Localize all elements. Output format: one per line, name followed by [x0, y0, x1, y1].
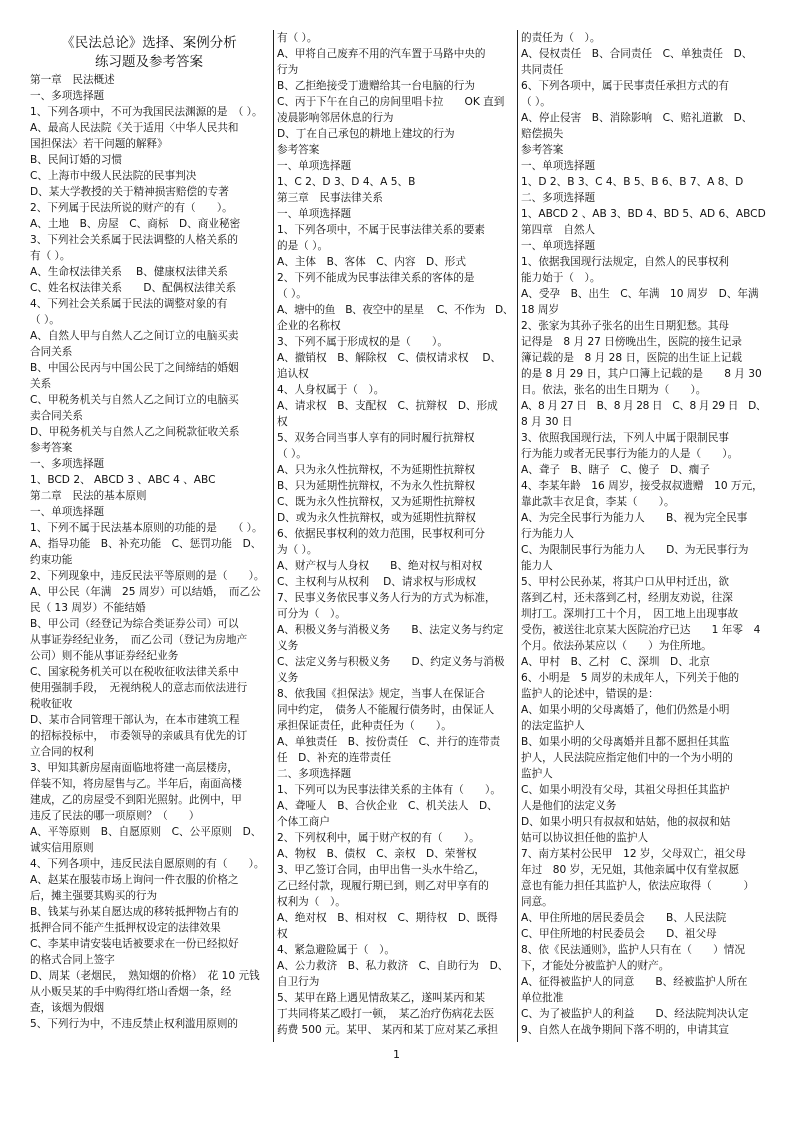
- text-line: C、为了被监护人的利益 D、经法院判决认定: [521, 1008, 749, 1020]
- text-line: D、或为永久性抗辩权，或为延期性抗辩权: [277, 512, 476, 524]
- text-line: 年过 80 岁，无兄姐，其他亲属中仅有堂叔愿: [521, 864, 740, 876]
- text-line: 的格式合同上签字: [30, 954, 115, 966]
- text-line: A、征得被监护人的同意 B、经被监护人所在: [521, 976, 748, 988]
- text-line: 3、甲乙签订合同，由甲出售一头水牛给乙，: [277, 864, 486, 876]
- text-line: 4、人身权属于（ ）。: [277, 384, 385, 396]
- text-line: A、聋子 B、瞎子 C、傻子 D、瘸子: [521, 464, 710, 476]
- text-line: 监护人的论述中，错误的是：: [521, 688, 659, 700]
- text-line: 立合同的权利: [30, 746, 94, 758]
- text-line: 公司）则不能从事证券经纪业务: [30, 650, 179, 662]
- text-line: 8、依《民法通则》，监护人只有在（ ）情况: [521, 944, 745, 956]
- text-line: D、丁在自己承包的耕地上建坟的行为: [277, 128, 455, 140]
- text-line: A、聋哑人 B、合伙企业 C、机关法人 D、: [277, 800, 498, 812]
- text-line: 簿记载的是 8 月 28 日，医院的出生证上记载: [521, 352, 743, 364]
- text-line: 8 月 30 日: [521, 416, 573, 428]
- text-line: A、土地 B、房屋 C、商标 D、商业秘密: [30, 218, 241, 230]
- text-line: 义务: [277, 672, 299, 684]
- text-line: 税收征收: [30, 698, 73, 710]
- text-line: A、撤销权 B、解除权 C、债权请求权 D、: [277, 352, 502, 364]
- text-line: 任 D、补充的连带责任: [277, 752, 392, 764]
- text-line: 第四章 自然人: [521, 224, 596, 236]
- text-line: 记得是 8 月 27 日傍晚出生，医院的接生记录: [521, 336, 743, 348]
- text-line: C、国家税务机关可以在税收征收法律关系中: [30, 666, 239, 678]
- text-line: A、为完全民事行为能力人 B、视为完全民事: [521, 512, 748, 524]
- text-line: 为（ ）。: [277, 544, 318, 556]
- text-line: 1、下列可以为民事法律关系的主体有（ ）。: [277, 784, 501, 796]
- text-line: 承担保证责任，此种责任为（ ）。: [277, 720, 452, 732]
- text-line: B、钱某与孙某自愿达成的移转抵押物占有的: [30, 906, 239, 918]
- text-line: 1、下列各项中，不属于民事法律关系的要素: [277, 224, 486, 236]
- text-line: 使用强制手段， 无视纳税人的意志而依法进行: [30, 682, 248, 694]
- text-line: 建成，乙的房屋受不到阳光照射。此例中，甲: [30, 794, 242, 806]
- text-line: 抵押合同不能产生抵押权设定的法律效果: [30, 922, 221, 934]
- text-line: D、某大学教授的关于精神损害赔偿的专著: [30, 186, 229, 198]
- text-line: 追认权: [277, 368, 309, 380]
- text-line: C、李某申请安装电话被要求在一份已经拟好: [30, 938, 239, 950]
- text-line: B、乙拒绝接受丁遗赠给其一台电脑的行为: [277, 80, 475, 92]
- text-line: 二、多项选择题: [277, 768, 352, 780]
- text-line: A、单独责任 B、按份责任 C、并行的连带责: [277, 736, 501, 748]
- text-line: 一、多项选择题: [30, 90, 105, 102]
- column-2: [277, 30, 513, 1038]
- text-line: A、甲将自己废弃不用的汽车置于马路中央的: [277, 48, 486, 60]
- column-3: [521, 30, 766, 1038]
- text-line: 关系: [30, 378, 52, 390]
- text-line: 18 周岁: [521, 304, 560, 316]
- text-line: 护人，人民法院应指定他们中的一个为小明的: [521, 752, 733, 764]
- text-line: 违反了民法的哪一项原则？（ ）: [30, 810, 200, 822]
- text-line: 二、多项选择题: [521, 192, 596, 204]
- text-line: 4、李某年龄 16 周岁，接受叔叔遗赠 10 万元，: [521, 480, 763, 492]
- text-line: A、只为永久性抗辩权，不为延期性抗辩权: [277, 464, 475, 476]
- text-line: C、上海市中级人民法院的民事判决: [30, 170, 197, 182]
- text-line: A、最高人民法院《关于适用〈中华人民共和: [30, 122, 239, 134]
- text-line: D、如果小明只有叔叔和姑姑，他的叔叔和姑: [521, 816, 731, 828]
- text-line: A、生命权法律关系 B、健康权法律关系: [30, 266, 228, 278]
- text-line: 5、甲村公民孙某，将其户口从甲村迁出，欲: [521, 576, 730, 588]
- text-line: B、只为延期性抗辩权，不为永久性抗辩权: [277, 480, 475, 492]
- text-line: 同意。: [521, 896, 553, 908]
- text-line: 7、南方某村公民甲 12 岁，父母双亡，祖父母: [521, 848, 746, 860]
- text-line: 权利为（ ）。: [277, 896, 346, 908]
- text-line: 行为能力人: [521, 528, 574, 540]
- text-line: A、受孕 B、出生 C、年满 10 周岁 D、年满: [521, 288, 759, 300]
- text-line: C、甲税务机关与自然人乙之间订立的电脑买: [30, 394, 239, 406]
- text-line: 合同关系: [30, 346, 73, 358]
- text-line: 1、C 2、D 3、D 4、A 5、B: [277, 176, 416, 188]
- text-line: C、既为永久性抗辩权，又为延期性抗辩权: [277, 496, 476, 508]
- text-line: 行为能力或者无民事行为能力的人是（ ）。: [521, 448, 739, 460]
- text-line: 第一章 民法概述: [30, 74, 115, 86]
- text-line: 的法定监护人: [521, 720, 585, 732]
- text-line: C、主权利与从权利 D、请求权与形成权: [277, 576, 477, 588]
- text-line: C、丙于下午在自己的房间里唱卡拉 OK 直到: [277, 96, 505, 108]
- text-line: 佯装不知，将房屋售与乙。半年后，南面高楼: [30, 778, 242, 790]
- text-line: 约束功能: [30, 554, 73, 566]
- text-line: 义务: [277, 640, 299, 652]
- text-line: D、周某（老烟民， 熟知烟的价格） 花 10 元钱: [30, 970, 260, 982]
- text-line: 查，该烟为假烟: [30, 1002, 105, 1014]
- text-line: 凌晨影响邻居休息的行为: [277, 112, 394, 124]
- text-line: 丁共同将某乙殴打一顿， 某乙治疗伤病花去医: [277, 1008, 495, 1020]
- text-line: B、甲公司（经登记为综合类证券公司）可以: [30, 618, 239, 630]
- column-1: [30, 34, 268, 1032]
- text-line: 共同责任: [521, 64, 564, 76]
- text-line: 参考答案: [521, 144, 564, 156]
- text-line: A、物权 B、债权 C、亲权 D、荣誉权: [277, 848, 477, 860]
- text-line: 国担保法〉若干问题的解释》: [30, 138, 168, 150]
- column-divider: [517, 30, 518, 1042]
- text-line: 受伤，被送往北京某大医院治疗已达 1 年零 4: [521, 624, 761, 636]
- text-line: 的招标投标中， 市委领导的亲戚具有优先的订: [30, 730, 248, 742]
- text-line: 2、下列属于民法所说的财产的有（ ）。: [30, 202, 233, 214]
- text-line: 6、小明是 5 周岁的未成年人，下列关于他的: [521, 672, 740, 684]
- text-line: 意也有能力担任其监护人，依法应取得（ ）: [521, 880, 755, 892]
- text-line: 6、依据民事权利的效力范围，民事权利可分: [277, 528, 486, 540]
- text-line: 一、多项选择题: [30, 458, 105, 470]
- text-line: A、财产权与人身权 B、绝对权与相对权: [277, 560, 483, 572]
- text-line: 药费 500 元。某甲、 某丙和某丁应对某乙承担: [277, 1024, 499, 1036]
- text-line: 1、下列各项中，不可为我国民法渊源的是 （ ）。: [30, 106, 263, 118]
- page-number: 1: [393, 1048, 400, 1061]
- text-line: 1、ABCD 2 、AB 3、BD 4、BD 5、AD 6、ABCD: [521, 208, 766, 220]
- text-line: 3、下列社会关系属于民法调整的人格关系的: [30, 234, 239, 246]
- text-line: （ ）。: [521, 96, 551, 108]
- text-line: 诚实信用原则: [30, 842, 94, 854]
- text-line: A、绝对权 B、相对权 C、期待权 D、既得: [277, 912, 498, 924]
- text-line: 8、依我国《担保法》规定，当事人在保证合: [277, 688, 486, 700]
- text-line: A、公力救济 B、私力救济 C、自助行为 D、: [277, 960, 509, 972]
- text-line: 第二章 民法的基本原则: [30, 490, 147, 502]
- text-line: C、如果小明没有父母，其祖父母担任其监护: [521, 784, 730, 796]
- text-line: 权: [277, 416, 288, 428]
- text-line: 个体工商户: [277, 816, 330, 828]
- text-line: （ ）。: [277, 288, 307, 300]
- text-line: 1、D 2、B 3、C 4、B 5、B 6、B 7、A 8、D: [521, 176, 744, 188]
- text-line: （ ）。: [277, 448, 307, 460]
- text-line: 2、下列权利中，属于财产权的有（ ）。: [277, 832, 480, 844]
- text-line: 一、单项选择题: [521, 240, 596, 252]
- text-line: 2、下列不能成为民事法律关系的客体的是: [277, 272, 475, 284]
- text-line: 的是 8 月 29 日，其户口簿上记载的是 8 月 30: [521, 368, 762, 380]
- text-line: A、主体 B、客体 C、内容 D、形式: [277, 256, 466, 268]
- text-line: 从小贩吴某的手中购得红塔山香烟一条，经: [30, 986, 232, 998]
- text-line: 4、紧急避险属于（ ）。: [277, 944, 395, 956]
- text-line: 4、下列社会关系属于民法的调整对象的有: [30, 298, 228, 310]
- text-line: 5、双务合同当事人享有的同时履行抗辩权: [277, 432, 475, 444]
- text-line: C、为限制民事行为能力人 D、为无民事行为: [521, 544, 749, 556]
- text-line: 可分为（ ）。: [277, 608, 346, 620]
- text-line: A、赵某在服装市场上询问一件衣服的价格之: [30, 874, 239, 886]
- text-line: A、停止侵害 B、消除影响 C、赔礼道歉 D、: [521, 112, 753, 124]
- text-line: 6、下列各项中，属于民事责任承担方式的有: [521, 80, 730, 92]
- text-line: B、民间订婚的习惯: [30, 154, 123, 166]
- text-line: 民（ 13 周岁）不能结婚: [30, 602, 146, 614]
- text-line: 落到乙村，还未落到乙村，经朋友劝说，往深: [521, 592, 733, 604]
- text-line: A、塘中的鱼 B、夜空中的星星 C、不作为 D、: [277, 304, 514, 316]
- text-line: 参考答案: [277, 144, 320, 156]
- text-line: 能力人: [521, 560, 553, 572]
- text-line: 能力始于（ ）。: [521, 272, 601, 284]
- text-line: 第三章 民事法律关系: [277, 192, 383, 204]
- text-line: 的是（ ）。: [277, 240, 329, 252]
- text-line: 权: [277, 928, 288, 940]
- text-line: 2、下列现象中，违反民法平等原则的是（ ）。: [30, 570, 265, 582]
- text-line: 4、下列各项中，违反民法自愿原则的有（ ）。: [30, 858, 265, 870]
- text-line: 的责任为（ ）。: [521, 32, 601, 44]
- text-line: 3、甲知其新房屋南面临地将建一高层楼房，: [30, 762, 239, 774]
- text-line: 日。依法，张名的出生日期为（ ）。: [521, 384, 707, 396]
- document-title-line-2: 练习题及参考答案: [95, 54, 203, 70]
- text-line: C、甲住所地的村民委员会 D、祖父母: [521, 928, 717, 940]
- text-line: 从事证券经纪业务， 而乙公司（登记为房地产: [30, 634, 248, 646]
- text-line: B、中国公民丙与中国公民丁之间缔结的婚姻: [30, 362, 239, 374]
- text-line: 2、张家为其孙子张名的出生日期犯愁。其母: [521, 320, 730, 332]
- text-line: 后，摊主强要其购买的行为: [30, 890, 158, 902]
- text-line: A、自然人甲与自然人乙之间订立的电脑买卖: [30, 330, 239, 342]
- column-divider: [273, 30, 274, 1042]
- text-line: 圳打工。深圳打工十个月， 因工地上出现事故: [521, 608, 739, 620]
- document-title-line-1: 《民法总论》选择、案例分析: [61, 35, 237, 51]
- text-line: C、姓名权法律关系 D、配偶权法律关系: [30, 282, 237, 294]
- text-line: B、如果小明的父母离婚并且都不愿担任其监: [521, 736, 730, 748]
- text-line: 1、BCD 2、 ABCD 3 、ABC 4 、ABC: [30, 474, 216, 486]
- text-line: A、侵权责任 B、合同责任 C、单独责任 D、: [521, 48, 753, 60]
- text-line: 企业的名称权: [277, 320, 341, 332]
- text-line: A、甲住所地的居民委员会 B、人民法院: [521, 912, 727, 924]
- text-line: 监护人: [521, 768, 553, 780]
- text-line: 靠此款丰衣足食，李某（ ）。: [521, 496, 675, 508]
- text-line: C、法定义务与积极义务 D、约定义务与消极: [277, 656, 505, 668]
- text-line: A、甲公民（年满 25 周岁）可以结婚， 而乙公: [30, 586, 261, 598]
- text-line: 5、某甲在路上遇见情敌某乙，遂叫某丙和某: [277, 992, 486, 1004]
- text-line: D、甲税务机关与自然人乙之间税款征收关系: [30, 426, 240, 438]
- text-line: D、某市合同管理干部认为，在本市建筑工程: [30, 714, 240, 726]
- text-line: 1、下列不属于民法基本原则的功能的是 （ ）。: [30, 522, 263, 534]
- text-line: 3、下列不属于形成权的是（ ）。: [277, 336, 448, 348]
- text-line: 有（ ）。: [30, 250, 71, 262]
- text-line: 7、民事义务依民事义务人行为的方式为标准，: [277, 592, 496, 604]
- text-line: A、指导功能 B、补充功能 C、惩罚功能 D、: [30, 538, 262, 550]
- text-line: 赔偿损失: [521, 128, 564, 140]
- text-line: 姑可以协议担任他的监护人: [521, 832, 649, 844]
- text-line: 有（ ）。: [277, 32, 318, 44]
- text-line: A、请求权 B、支配权 C、抗辩权 D、形成: [277, 400, 498, 412]
- text-line: 同中约定， 债务人不能履行债务时，由保证人: [277, 704, 495, 716]
- text-line: A、甲村 B、乙村 C、深圳 D、北京: [521, 656, 710, 668]
- text-line: 一、单项选择题: [521, 160, 596, 172]
- text-line: 卖合同关系: [30, 410, 83, 422]
- text-line: A、如果小明的父母离婚了，他们仍然是小明: [521, 704, 730, 716]
- text-line: 单位批准: [521, 992, 564, 1004]
- text-line: 9、自然人在战争期间下落不明的，申请其宣: [521, 1024, 730, 1036]
- text-line: （ ）。: [30, 314, 60, 326]
- text-line: 行为: [277, 64, 299, 76]
- text-line: 5、下列行为中，不违反禁止权利滥用原则的: [30, 1018, 239, 1030]
- text-line: 一、单项选择题: [277, 208, 352, 220]
- text-line: 个月。依法孙某应以（ ）为住所地。: [521, 640, 712, 652]
- text-line: 3、依照我国现行法，下列人中属于限制民事: [521, 432, 730, 444]
- text-line: A、8 月 27 日 B、8 月 28 日 C、8 月 29 日 D、: [521, 400, 767, 412]
- text-line: A、平等原则 B、自愿原则 C、公平原则 D、: [30, 826, 262, 838]
- text-line: 参考答案: [30, 442, 73, 454]
- text-line: A、积极义务与消极义务 B、法定义务与约定: [277, 624, 504, 636]
- text-line: 乙已经付款，现履行期已到，则乙对甲享有的: [277, 880, 489, 892]
- text-line: 1、依据我国现行法规定，自然人的民事权利: [521, 256, 730, 268]
- text-line: 人是他们的法定义务: [521, 800, 617, 812]
- text-line: 一、单项选择题: [277, 160, 352, 172]
- text-line: 下，才能处分被监护人的财产。: [521, 960, 670, 972]
- text-line: 一、单项选择题: [30, 506, 105, 518]
- text-line: 自卫行为: [277, 976, 320, 988]
